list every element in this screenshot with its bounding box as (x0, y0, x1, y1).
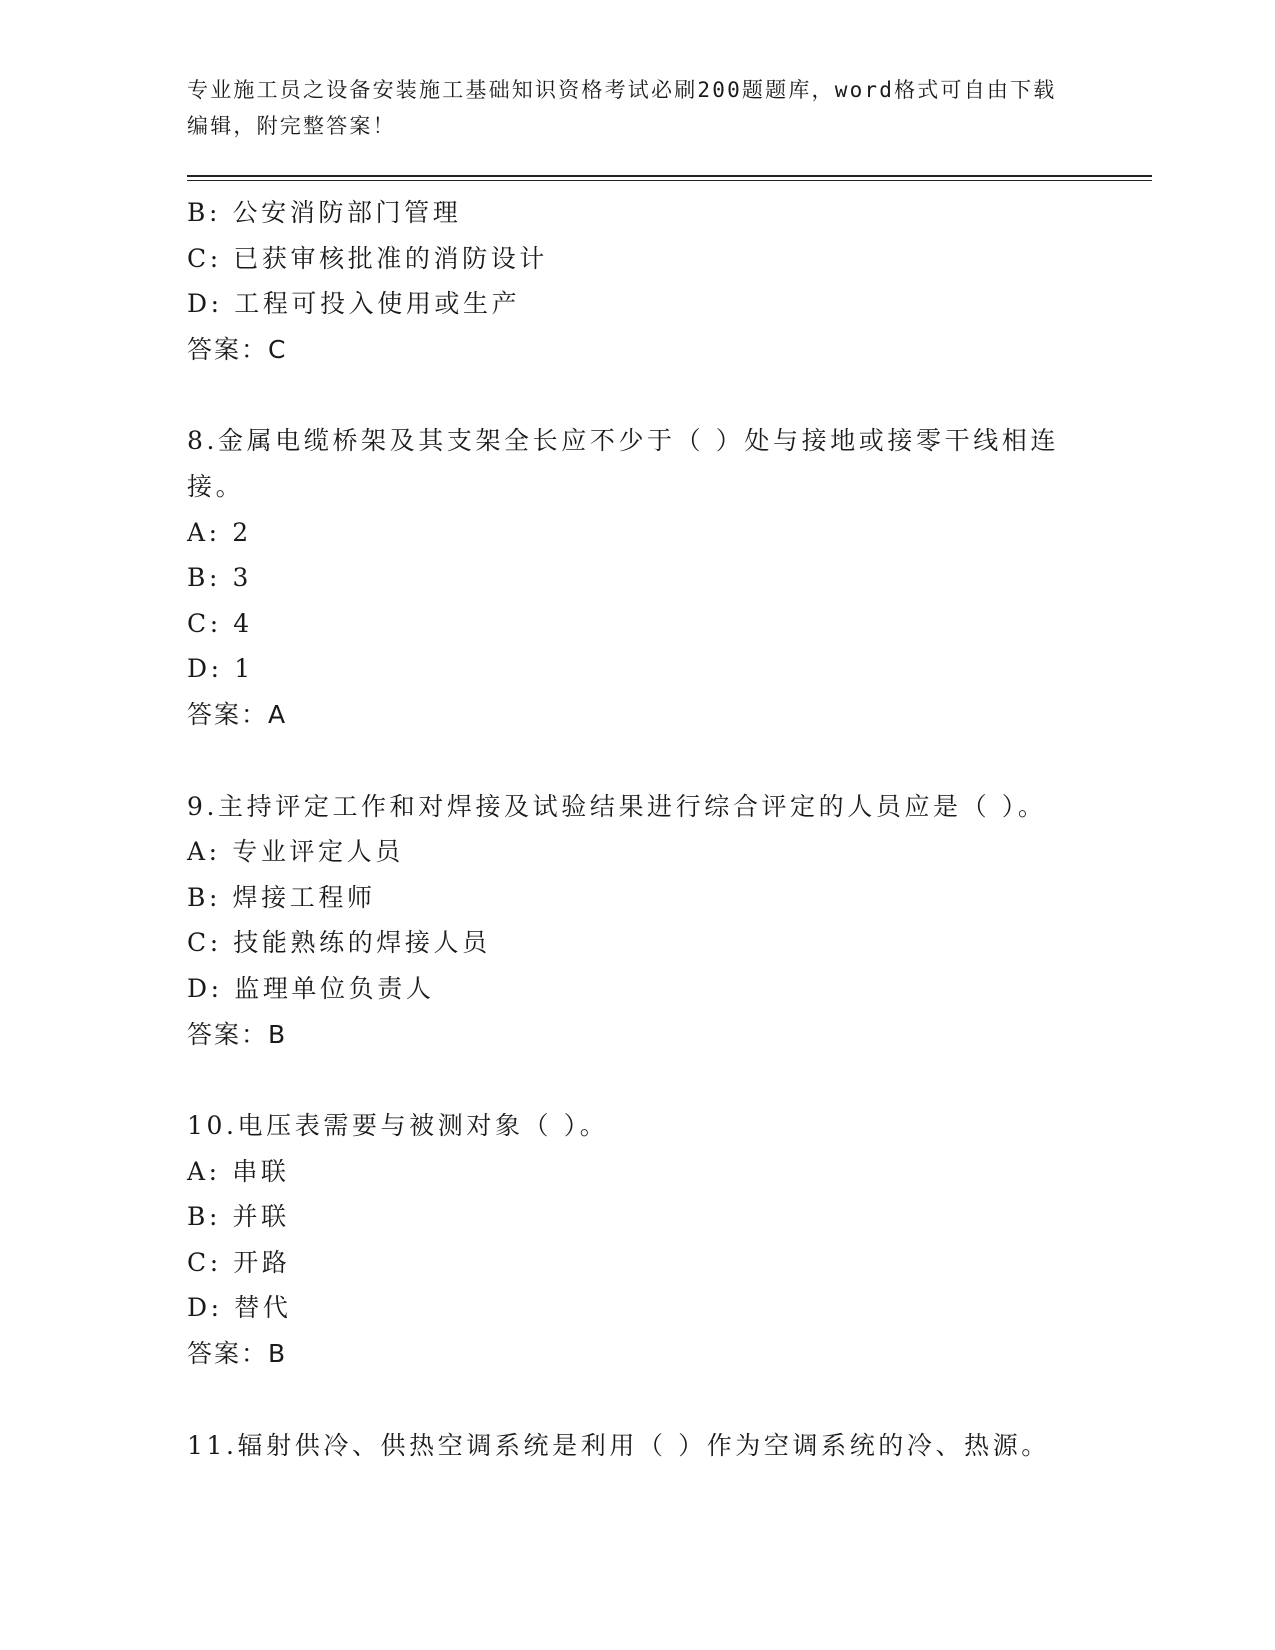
option-c: C: 4 (187, 608, 253, 638)
header-rule-thin (187, 180, 1152, 181)
option-b: B: 公安消防部门管理 (187, 198, 462, 227)
answer-line: 答案：B (187, 1339, 288, 1369)
question-block-11 (187, 1423, 1087, 1469)
answer-line: 答案：B (187, 1019, 288, 1049)
option-c: C: 技能熟练的焊接人员 (187, 928, 491, 958)
answer-line: 答案：A (187, 699, 288, 729)
option-d: D: 监理单位负责人 (187, 973, 435, 1003)
question-text: 8.金属电缆桥架及其支架全长应不少于（ ）处与接地或接零干线相连接。 (187, 426, 1060, 501)
document-header: 专业施工员之设备安装施工基础知识资格考试必刷200题题库，word格式可自由下载编辑，附完整答案！ (187, 78, 1057, 138)
prev-question-block (187, 190, 1087, 372)
option-c: C: 已获审核批准的消防设计 (187, 243, 548, 273)
question-block-9 (187, 784, 1087, 1058)
option-a: A: 2 (187, 517, 252, 547)
option-d: D: 替代 (187, 1293, 292, 1323)
question-block-8 (187, 418, 1087, 737)
option-d: D: 1 (187, 654, 254, 684)
question-text: 9.主持评定工作和对焊接及试验结果进行综合评定的人员应是（ ）。 (187, 791, 1047, 821)
header-rule-thick (187, 175, 1152, 177)
question-text: 10.电压表需要与被测对象（ ）。 (187, 1111, 609, 1141)
option-a: A: 串联 (187, 1156, 290, 1186)
question-text: 11.辐射供冷、供热空调系统是利用（ ）作为空调系统的冷、热源。 (187, 1430, 1050, 1460)
option-b: B: 3 (187, 563, 253, 593)
option-b: B: 焊接工程师 (187, 882, 376, 912)
question-block-10 (187, 1103, 1087, 1377)
option-d: D: 工程可投入使用或生产 (187, 289, 521, 319)
option-b: B: 并联 (187, 1202, 290, 1232)
answer-line: 答案：C (187, 334, 288, 364)
option-c: C: 开路 (187, 1247, 291, 1277)
question-list (187, 190, 1087, 1468)
option-a: A: 专业评定人员 (187, 837, 404, 867)
